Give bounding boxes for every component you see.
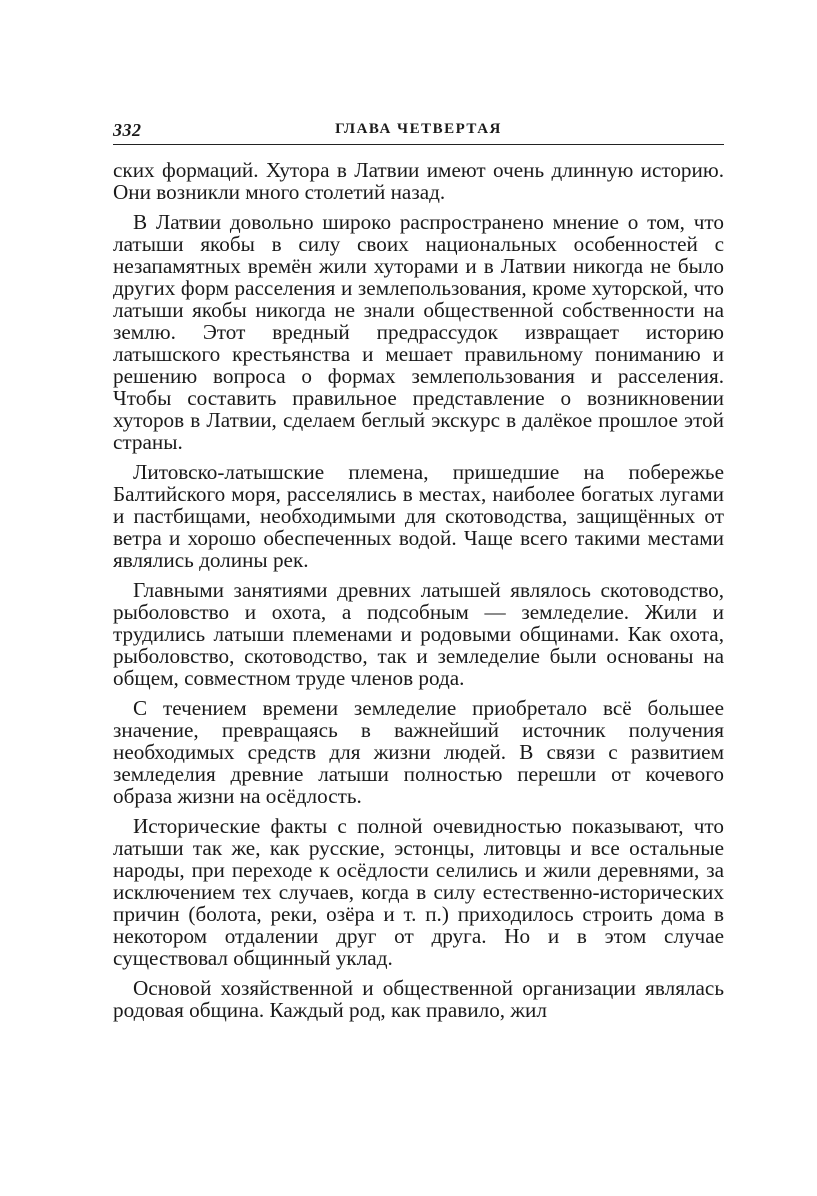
paragraph: С течением времени земледелие приобретало всё большее значение, превращаясь в важнейший источник получения необходимых средств для жизни людей. В связи с развитием земледелия древние латыши полностью перешли от кочевого образа жизни на осёдлость. xyxy=(113,696,724,808)
book-page xyxy=(113,118,724,1029)
paragraph: Литовско-латышские племена, пришедшие на побережье Балтийского моря, расселялись в местах, наиболее богатых лугами и пастбищами, необходимыми для скотоводства, защищённых от ветра и хорошо обеспеченных водой. Чаще всего такими местами являлись долины рек. xyxy=(113,460,724,572)
paragraph-continued: ских формаций. Хутора в Латвии имеют очень длинную историю. Они возникли много столетий назад. xyxy=(113,158,724,204)
paragraph: Исторические факты с полной очевидностью показывают, что латыши так же, как русские, эстонцы, литовцы и все остальные народы, при переходе к осёдлости селились и жили деревнями, за исключением тех случаев, когда в силу естественно-исторических причин (болота, реки, озёра и т. п.) приходилось строить дома в некотором отдалении друг от друга. Но и в этом случае существовал общинный уклад. xyxy=(113,814,724,970)
paragraph: В Латвии довольно широко распространено мнение о том, что латыши якобы в силу своих национальных особенностей с незапамятных времён жили хуторами и в Латвии никогда не было других форм расселения и землепользования, кроме хуторской, что латыши якобы никогда не знали общественной собственности на землю. Этот вредный предрассудок извращает историю латышского крестьянства и мешает правильному пониманию и решению вопроса о формах землепользования и расселения. Чтобы составить правильное представление о возникновении хуторов в Латвии, сделаем беглый экскурс в далёкое прошлое этой страны. xyxy=(113,210,724,454)
running-head xyxy=(113,118,724,145)
page-number: 332 xyxy=(113,120,142,140)
paragraph: Главными занятиями древних латышей являлось скотоводство, рыболовство и охота, а подсобным — земледелие. Жили и трудились латыши племенами и родовыми общинами. Как охота, рыболовство, скотоводство, так и земледелие были основаны на общем, совместном труде членов рода. xyxy=(113,578,724,690)
chapter-title: ГЛАВА ЧЕТВЕРТАЯ xyxy=(335,121,502,137)
paragraph: Основой хозяйственной и общественной организации являлась родовая община. Каждый род, как правило, жил xyxy=(113,976,724,1022)
body-text xyxy=(113,159,724,1021)
